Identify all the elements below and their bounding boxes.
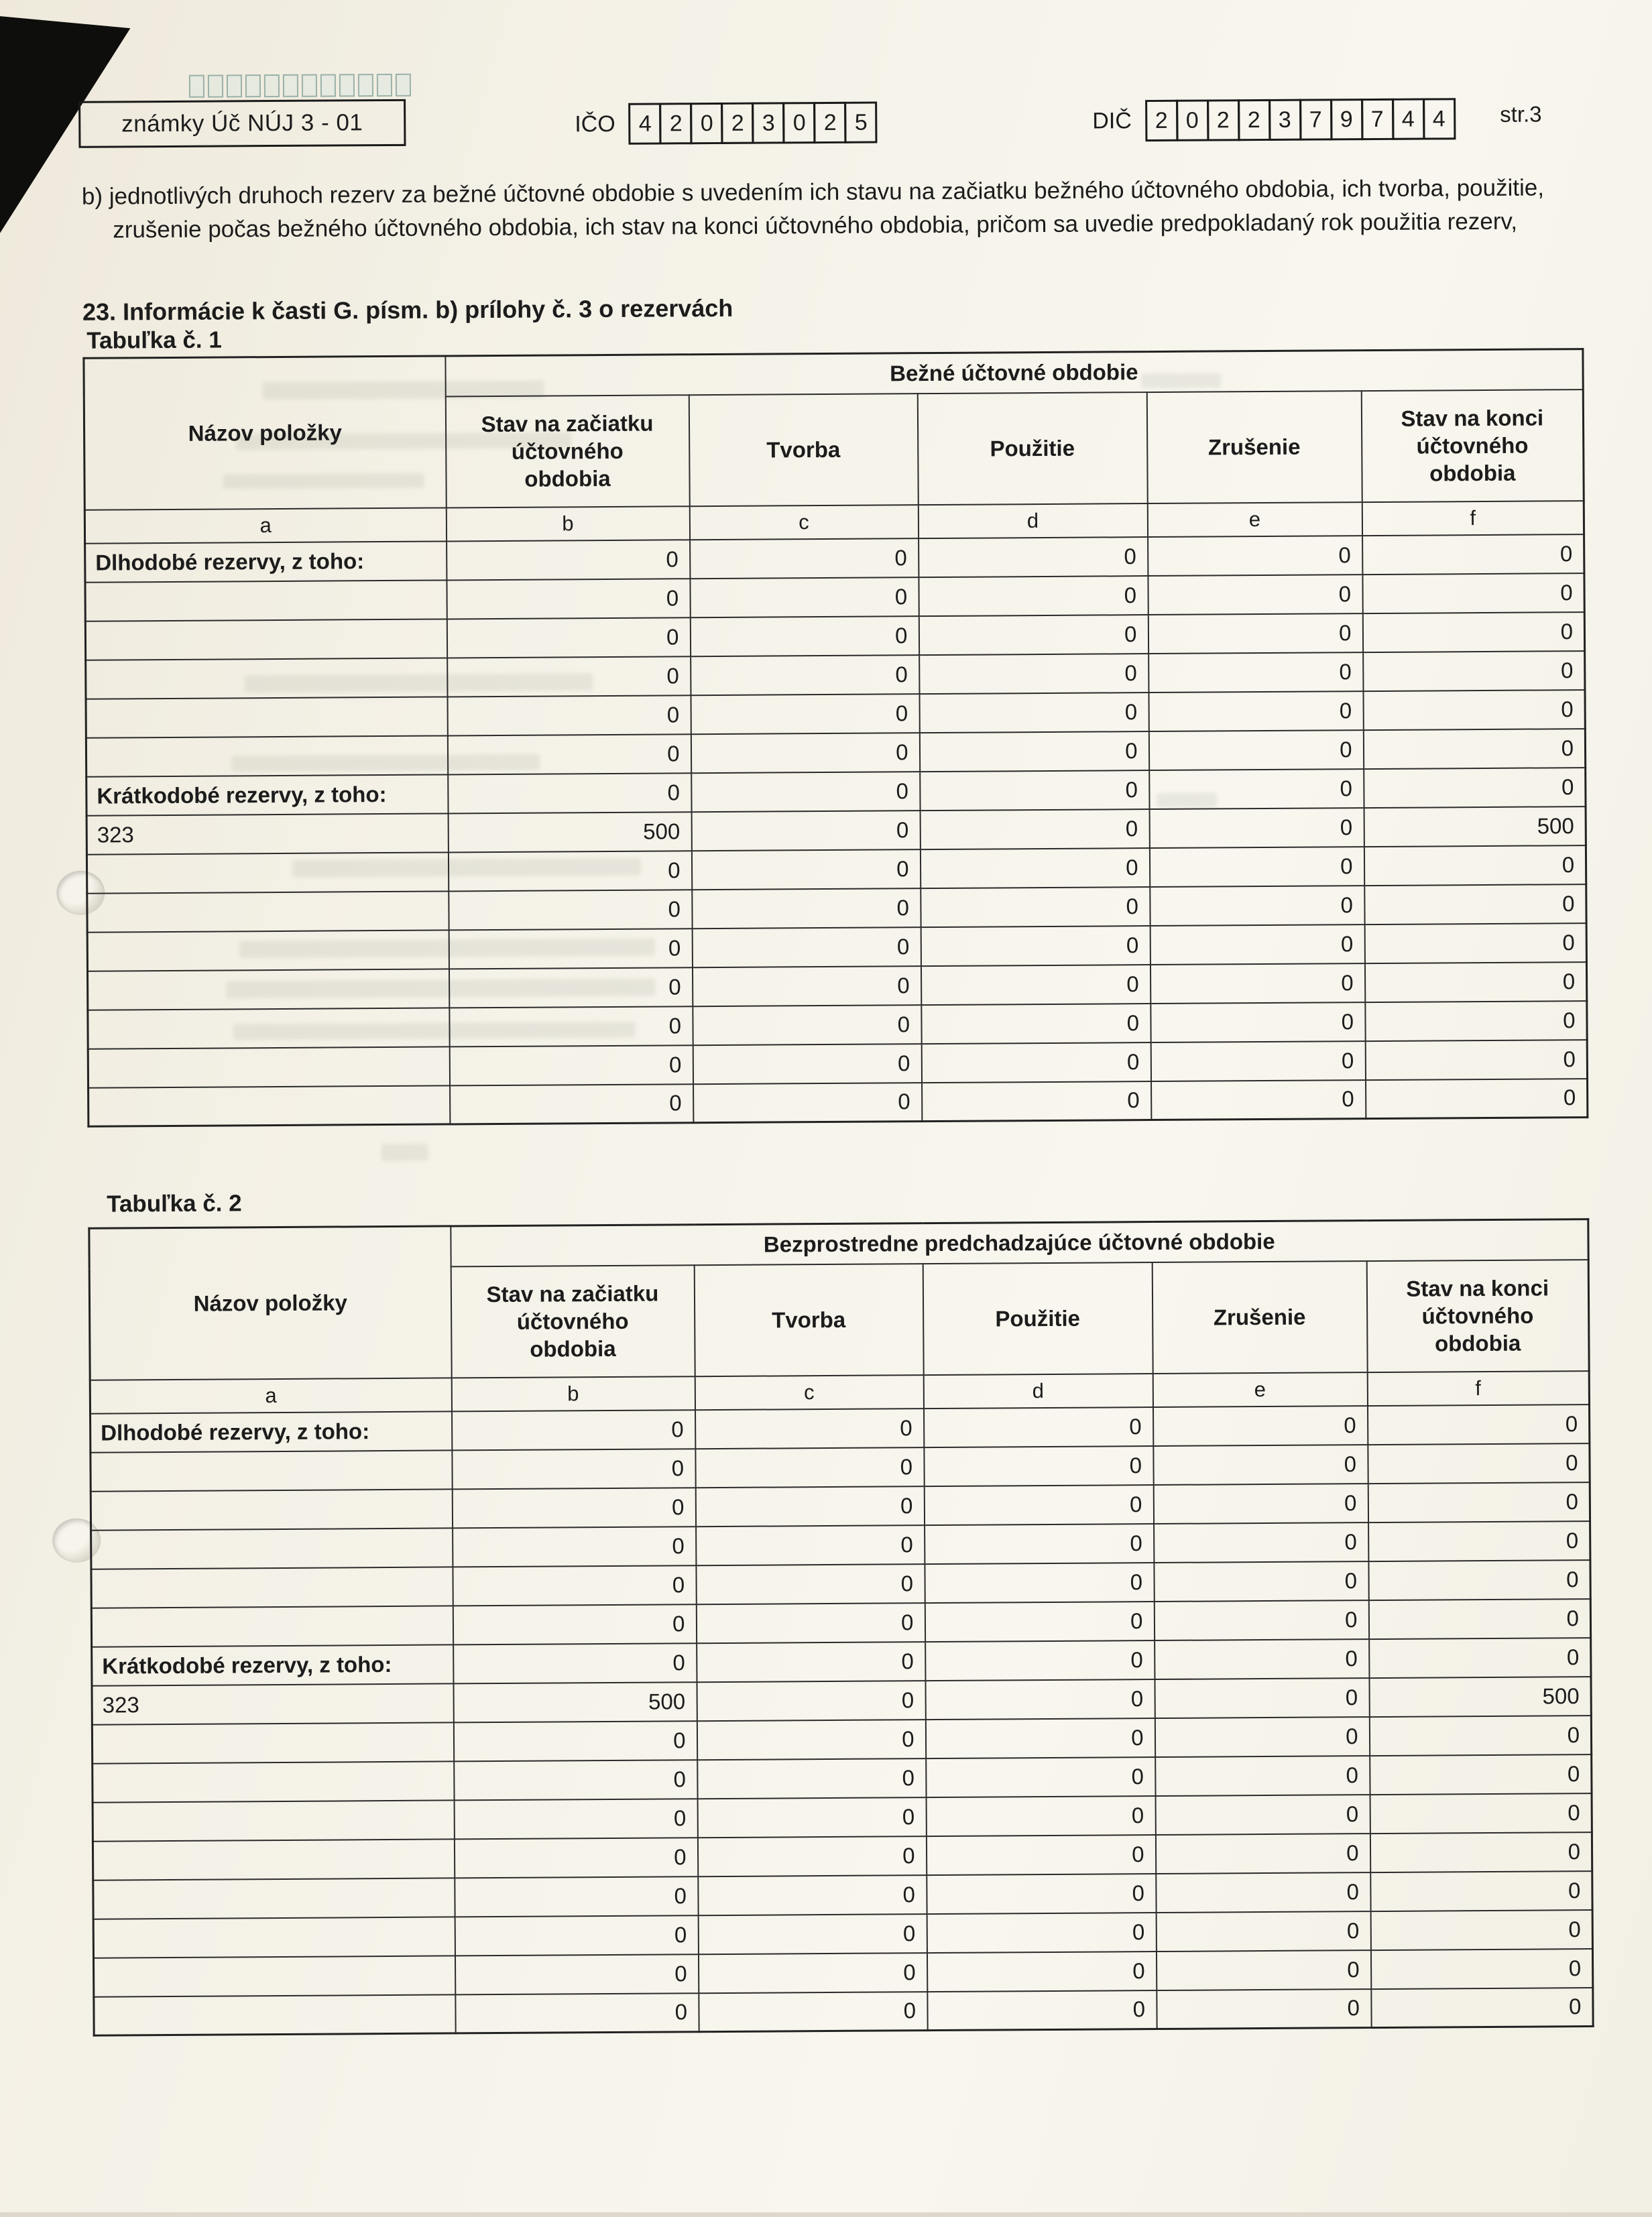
- row-value: 0: [924, 1485, 1153, 1525]
- digit-box: 7: [1361, 99, 1394, 140]
- row-value: 0: [691, 655, 919, 695]
- row-value: 0: [697, 1642, 925, 1682]
- row-name: [87, 891, 449, 932]
- row-value: 0: [1154, 1522, 1368, 1563]
- row-name: [91, 1606, 453, 1646]
- digit-box: 3: [1268, 99, 1301, 141]
- row-value: 0: [919, 731, 1148, 772]
- row-value: 0: [1153, 1445, 1368, 1485]
- row-value: 0: [696, 1603, 925, 1643]
- digit-box: 2: [1207, 99, 1240, 141]
- row-name: [91, 1567, 453, 1608]
- row-value: 0: [920, 770, 1149, 811]
- row-value: 0: [1148, 730, 1363, 770]
- row-value: 0: [1363, 729, 1585, 769]
- row-name: Krátkodobé rezervy, z toho:: [86, 774, 448, 815]
- col-header-c: Tvorba: [694, 1264, 923, 1376]
- row-value: 0: [691, 811, 920, 851]
- row-name: [91, 1528, 453, 1569]
- row-value: 0: [927, 1874, 1156, 1914]
- row-value: 0: [453, 1604, 696, 1644]
- row-value: 0: [1156, 1872, 1370, 1913]
- row-value: 0: [1367, 1404, 1589, 1445]
- row-value: 0: [1154, 1561, 1368, 1602]
- row-value: 0: [1148, 691, 1363, 731]
- row-value: 0: [925, 1602, 1154, 1642]
- row-value: 0: [449, 1006, 693, 1046]
- col-header-name: Názov položky: [84, 356, 446, 510]
- row-value: 0: [448, 851, 691, 891]
- digit-box: 0: [783, 102, 816, 143]
- row-name: Dlhodobé rezervy, z toho:: [85, 541, 447, 582]
- row-name: [91, 1450, 452, 1491]
- letter-cell: a: [84, 507, 446, 543]
- row-value: 0: [693, 1044, 921, 1084]
- digit-box: 0: [691, 103, 723, 144]
- row-name: [93, 1800, 454, 1841]
- row-value: 0: [1368, 1521, 1590, 1561]
- row-value: 0: [920, 809, 1149, 849]
- row-value: 0: [924, 1446, 1153, 1486]
- row-value: 0: [453, 1565, 696, 1606]
- row-value: 0: [697, 1681, 925, 1721]
- row-value: 0: [1362, 612, 1584, 652]
- row-name: [87, 930, 449, 971]
- row-value: 0: [1155, 1756, 1370, 1796]
- row-value: 0: [1369, 1716, 1591, 1756]
- row-value: 0: [691, 733, 919, 773]
- row-value: 500: [1369, 1677, 1591, 1717]
- row-value: 0: [453, 1721, 697, 1761]
- row-value: 0: [452, 1410, 695, 1450]
- row-value: 0: [924, 1407, 1153, 1447]
- period-header: Bezprostredne predchadzajúce účtovné obdobie: [451, 1219, 1588, 1266]
- digit-box: 2: [660, 103, 693, 144]
- row-value: 0: [921, 926, 1150, 966]
- row-value: 0: [1155, 1678, 1369, 1718]
- row-value: 0: [455, 1993, 699, 2033]
- row-value: 0: [1362, 573, 1584, 613]
- row-value: 0: [1371, 1988, 1593, 2028]
- row-value: 0: [690, 538, 919, 579]
- row-value: 0: [1370, 1871, 1592, 1911]
- row-value: 0: [697, 1758, 926, 1799]
- row-value: 0: [455, 1954, 698, 1994]
- row-value: 0: [447, 734, 691, 774]
- row-value: 0: [447, 579, 690, 619]
- col-header-d: Použitie: [917, 392, 1147, 505]
- letter-cell: e: [1153, 1372, 1367, 1407]
- row-value: 0: [1148, 575, 1362, 615]
- row-value: 0: [695, 1447, 924, 1488]
- row-value: 0: [925, 1524, 1154, 1564]
- dic-label: DIČ: [1092, 108, 1132, 134]
- row-value: 0: [692, 927, 921, 967]
- row-value: 0: [693, 1005, 921, 1045]
- row-value: 0: [1365, 1001, 1587, 1041]
- ico-digit-boxes: [629, 102, 878, 145]
- row-value: 0: [919, 576, 1148, 616]
- row-value: 0: [447, 656, 691, 697]
- row-name: 323: [92, 1683, 453, 1724]
- letter-cell: f: [1362, 501, 1584, 536]
- row-value: 0: [1370, 1949, 1592, 1989]
- row-value: 500: [1364, 806, 1586, 847]
- row-value: 0: [690, 616, 919, 656]
- row-name: [85, 580, 447, 621]
- row-name: [86, 697, 447, 737]
- col-header-e: Zrušenie: [1146, 391, 1362, 503]
- row-value: 0: [1149, 808, 1364, 848]
- row-value: 0: [1363, 690, 1585, 730]
- digit-box: 2: [814, 102, 847, 143]
- row-value: 0: [919, 654, 1148, 694]
- row-value: 0: [692, 888, 921, 928]
- row-value: 0: [452, 1488, 695, 1528]
- row-value: 0: [1153, 1406, 1367, 1446]
- digit-box: 7: [1299, 99, 1332, 140]
- period-header: Bežné účtovné obdobie: [445, 349, 1583, 396]
- letter-cell: b: [446, 506, 689, 541]
- row-value: 0: [693, 1083, 922, 1123]
- col-header-d: Použitie: [923, 1262, 1153, 1375]
- row-value: 0: [699, 1992, 927, 2032]
- row-value: 0: [925, 1718, 1155, 1758]
- row-value: 0: [449, 890, 692, 930]
- digit-box: 3: [752, 102, 785, 143]
- letter-cell: c: [695, 1375, 923, 1410]
- row-value: 0: [449, 967, 692, 1008]
- col-header-name: Názov položky: [89, 1226, 451, 1380]
- table-1: [82, 348, 1588, 1128]
- row-value: 0: [447, 695, 691, 735]
- row-name: [88, 1046, 449, 1087]
- row-value: 0: [1156, 1911, 1370, 1952]
- letter-cell: c: [689, 505, 918, 540]
- digit-box: 4: [1392, 99, 1425, 140]
- row-value: 0: [1364, 845, 1586, 886]
- row-value: 0: [1363, 651, 1585, 691]
- row-value: 0: [455, 1876, 698, 1917]
- row-value: 0: [690, 577, 919, 617]
- row-value: 0: [455, 1915, 698, 1956]
- digit-box: 2: [1145, 100, 1178, 141]
- row-value: 0: [1370, 1793, 1592, 1834]
- row-value: 0: [1364, 884, 1586, 924]
- row-value: 0: [1366, 1079, 1588, 1119]
- row-name: [87, 969, 449, 1010]
- row-value: 0: [691, 694, 919, 734]
- row-value: 0: [919, 537, 1148, 577]
- row-value: 0: [1370, 1832, 1592, 1872]
- row-value: 0: [696, 1564, 925, 1604]
- row-value: 0: [1364, 923, 1586, 963]
- row-value: 0: [919, 693, 1148, 733]
- row-value: 0: [1154, 1600, 1368, 1640]
- row-name: Dlhodobé rezervy, z toho:: [91, 1411, 452, 1452]
- row-value: 0: [452, 1449, 695, 1489]
- row-name: [93, 1761, 454, 1802]
- row-value: 0: [927, 1913, 1156, 1953]
- row-value: 0: [691, 772, 920, 812]
- row-value: 0: [925, 1640, 1155, 1681]
- row-name: [93, 1878, 455, 1919]
- row-name: [93, 1956, 455, 1996]
- row-value: 0: [449, 1045, 693, 1085]
- row-value: 0: [926, 1757, 1155, 1797]
- row-value: 0: [447, 617, 690, 658]
- row-value: 0: [1368, 1482, 1590, 1522]
- row-name: [88, 1085, 450, 1126]
- col-header-c: Tvorba: [689, 394, 918, 506]
- row-value: 0: [453, 1526, 696, 1567]
- row-value: 0: [1368, 1443, 1590, 1484]
- row-value: 0: [448, 773, 691, 813]
- row-value: 0: [925, 1563, 1154, 1603]
- ico-group: [575, 102, 878, 145]
- row-value: 0: [1155, 1834, 1370, 1874]
- row-name: [88, 1008, 449, 1048]
- row-name: [86, 658, 447, 699]
- col-header-e: Zrušenie: [1152, 1261, 1367, 1374]
- row-value: 0: [1155, 1717, 1369, 1757]
- dic-digit-boxes: [1145, 98, 1456, 141]
- digit-box: 0: [1176, 99, 1209, 141]
- row-value: 0: [697, 1836, 926, 1876]
- row-value: 0: [695, 1486, 924, 1526]
- digit-box: 4: [629, 103, 662, 144]
- row-value: 0: [454, 1838, 697, 1878]
- row-value: 0: [1369, 1638, 1591, 1678]
- row-name: [85, 619, 447, 660]
- row-value: 0: [453, 1643, 697, 1683]
- row-value: 500: [453, 1682, 697, 1722]
- table-2-caption: Tabuľka č. 2: [107, 1190, 242, 1217]
- row-value: 0: [1368, 1560, 1590, 1600]
- table-row: [94, 1988, 1593, 2036]
- digit-box: 5: [845, 102, 878, 143]
- row-value: 0: [920, 848, 1149, 888]
- row-value: 0: [1155, 1639, 1369, 1679]
- letter-cell: a: [90, 1378, 451, 1413]
- row-value: 0: [922, 1081, 1151, 1122]
- section-heading: 23. Informácie k časti G. písm. b) prílohy č. 3 o rezervách: [82, 294, 733, 326]
- row-value: 0: [1155, 1795, 1370, 1835]
- digit-box: 9: [1330, 99, 1363, 140]
- row-value: 0: [697, 1797, 926, 1838]
- row-name: 323: [86, 813, 448, 854]
- row-value: 0: [1150, 963, 1364, 1004]
- row-value: 0: [926, 1835, 1155, 1875]
- row-value: 0: [1150, 1002, 1365, 1042]
- row-value: 500: [448, 812, 691, 852]
- row-value: 0: [698, 1914, 927, 1954]
- row-name: [86, 735, 447, 776]
- form-code-box: [78, 99, 406, 148]
- row-value: 0: [698, 1875, 927, 1915]
- row-name: [93, 1839, 454, 1880]
- digit-box: 4: [1423, 98, 1456, 139]
- row-value: 0: [1153, 1484, 1368, 1524]
- row-value: 0: [927, 1952, 1156, 1992]
- row-value: 0: [921, 1042, 1150, 1083]
- row-value: 0: [1150, 886, 1364, 926]
- col-header-b: Stav na začiatku účtovného obdobia: [451, 1265, 695, 1378]
- row-value: 0: [1150, 1041, 1365, 1081]
- letter-cell: d: [918, 503, 1147, 538]
- ico-label: IČO: [575, 111, 615, 137]
- row-value: 0: [698, 1953, 927, 1993]
- form-code: známky Úč NÚJ 3 - 01: [121, 109, 363, 137]
- row-value: 0: [697, 1720, 925, 1760]
- row-value: 0: [1362, 534, 1584, 575]
- row-name: [92, 1722, 453, 1763]
- col-header-f: Stav na konci účtovného obdobia: [1366, 1260, 1589, 1372]
- row-value: 0: [1365, 1040, 1587, 1080]
- row-value: 0: [927, 1990, 1157, 2031]
- row-value: 0: [921, 965, 1150, 1005]
- letter-cell: f: [1367, 1371, 1589, 1406]
- row-value: 0: [691, 849, 920, 890]
- row-value: 0: [1157, 1989, 1371, 2029]
- row-name: [94, 1994, 455, 2035]
- row-value: 0: [1156, 1950, 1370, 1990]
- row-name: [86, 852, 448, 893]
- row-value: 0: [695, 1409, 924, 1449]
- digit-box: 2: [721, 103, 754, 144]
- row-value: 0: [925, 1679, 1155, 1720]
- row-value: 0: [447, 540, 690, 580]
- letter-cell: d: [923, 1374, 1153, 1409]
- row-value: 0: [1364, 768, 1586, 808]
- row-value: 0: [921, 1004, 1150, 1044]
- row-value: 0: [1150, 924, 1364, 965]
- row-value: 0: [1148, 536, 1362, 576]
- page-number: str.3: [1500, 101, 1542, 127]
- row-name: Krátkodobé rezervy, z toho:: [92, 1644, 453, 1685]
- row-value: 0: [919, 615, 1148, 655]
- row-value: 0: [1368, 1599, 1590, 1639]
- row-value: 0: [926, 1796, 1155, 1836]
- row-value: 0: [454, 1760, 697, 1800]
- row-value: 0: [921, 887, 1150, 927]
- row-value: 0: [450, 1084, 693, 1124]
- row-name: [93, 1917, 455, 1958]
- row-value: 0: [449, 928, 692, 969]
- col-header-b: Stav na začiatku účtovného obdobia: [445, 395, 689, 507]
- scan-artifact-boxes: [189, 74, 411, 98]
- row-value: 0: [1149, 769, 1364, 809]
- row-value: 0: [1148, 652, 1363, 693]
- letter-cell: e: [1147, 502, 1362, 537]
- row-value: 0: [1149, 847, 1364, 887]
- row-value: 0: [454, 1799, 697, 1839]
- letter-cell: b: [451, 1376, 695, 1411]
- row-value: 0: [692, 966, 921, 1006]
- row-value: 0: [696, 1525, 925, 1565]
- row-value: 0: [1364, 962, 1586, 1002]
- row-value: 0: [1370, 1910, 1592, 1950]
- table-1-caption: Tabuľka č. 1: [86, 326, 222, 354]
- bleed-through-artifact: [381, 1144, 428, 1161]
- col-header-f: Stav na konci účtovného obdobia: [1361, 390, 1584, 502]
- row-value: 0: [1151, 1080, 1366, 1120]
- row-value: 0: [1148, 613, 1362, 654]
- table-row: [88, 1079, 1588, 1127]
- intro-paragraph: b) jednotlivých druhoch rezerv za bežné účtovné obdobie s uvedením ich stavu na začiatku bežného účtovného obdobia, ich tvorba, použitie, zrušenie počas bežného účtovného obdobia, ich stav na konci účtovného obdobia, pričom sa uvedie predpokladaný rok použitia rezerv,: [82, 171, 1564, 247]
- row-name: [91, 1489, 452, 1530]
- row-value: 0: [1370, 1754, 1592, 1795]
- dic-group: [1092, 98, 1456, 141]
- digit-box: 2: [1238, 99, 1271, 141]
- table-2: [88, 1218, 1594, 2037]
